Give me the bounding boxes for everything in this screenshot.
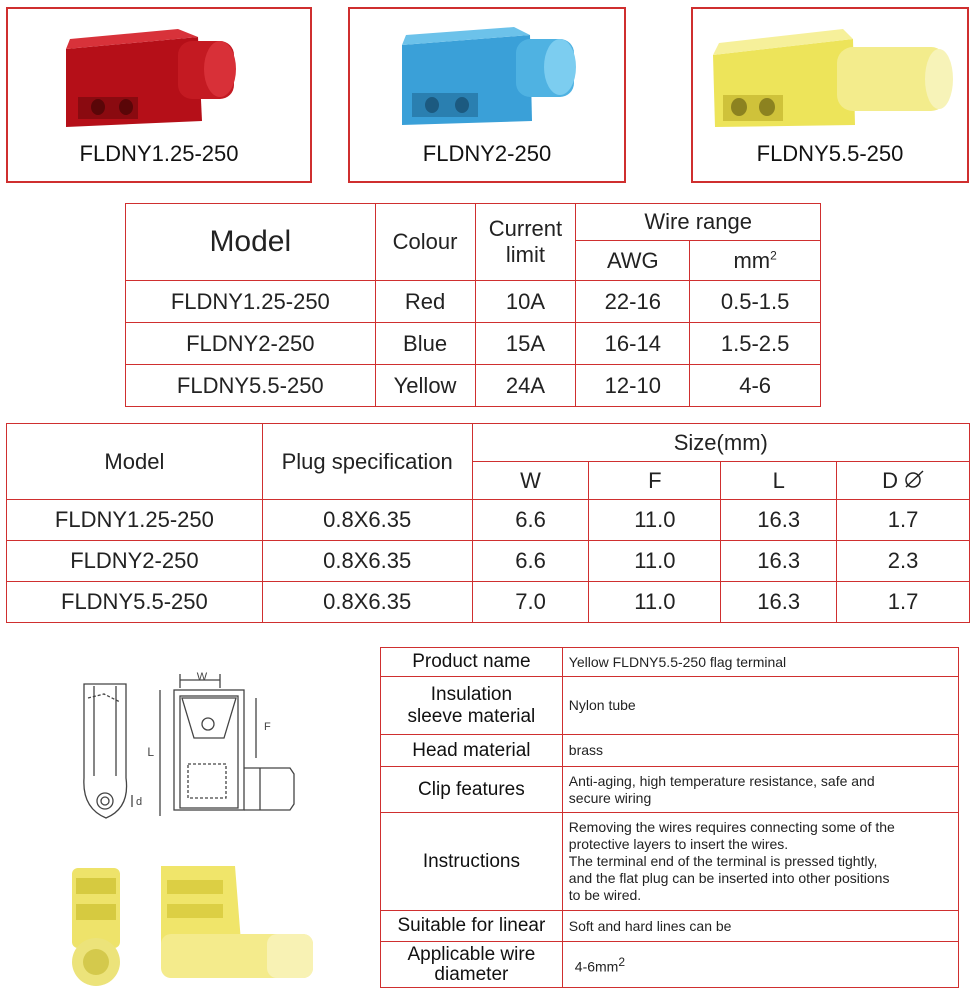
size-table [6,423,970,623]
cell-w: 6.6 [472,541,589,582]
spec-row [381,677,959,735]
spec-value-line: Removing the wires requires connecting some of the [568,819,895,835]
spec-value: Soft and hard lines can be [562,911,958,942]
cell-mm2: 0.5-1.5 [690,281,821,323]
dim-d-label: d [136,796,143,808]
cell-l: 16.3 [721,541,837,582]
cell-model: FLDNY1.25-250 [126,281,376,323]
spec-row [381,648,959,677]
cell-model: FLDNY1.25-250 [7,500,263,541]
spec-row [381,735,959,767]
spec-key: Head material [381,735,563,767]
cell-d: 1.7 [837,582,970,623]
spec-value-line: protective layers to insert the wires. [568,836,789,852]
spec-value-line: Anti-aging, high temperature resistance, safe and [568,772,875,789]
spec-value-text: 4-6mm [574,958,619,975]
spec-value [562,813,958,911]
yellow-terminal-photo-side [62,858,132,988]
spec-row [381,942,959,988]
spec-value: brass [562,735,958,767]
cell-current: 10A [475,281,576,323]
cell-w: 6.6 [472,500,589,541]
cell-awg: 22-16 [576,281,690,323]
cell-w: 7.0 [472,582,589,623]
spec-value [562,767,958,813]
spec-value-sup: 2 [618,954,626,969]
yellow-terminal-image [693,9,971,129]
header-model: Model [126,204,376,281]
header-l: L [721,462,837,500]
spec-value: Yellow FLDNY5.5-250 flag terminal [562,648,958,677]
cell-l: 16.3 [721,582,837,623]
dimension-drawing [70,668,310,833]
table-row [7,541,970,582]
cell-awg: 16-14 [576,323,690,365]
header-mm2 [690,241,821,281]
spec-value: Nylon tube [562,677,958,735]
spec-key: Product name [381,648,563,677]
header-d-text: D [882,467,898,493]
header-current-limit [475,204,576,281]
product-card-yellow [691,7,969,183]
cell-colour: Yellow [375,365,475,407]
cell-d: 1.7 [837,500,970,541]
cell-f: 11.0 [589,582,721,623]
header-colour: Colour [375,204,475,281]
table-row [7,500,970,541]
dim-f-label: F [264,721,271,733]
spec-key-line: Insulation [430,683,513,705]
header-current-limit-line2: limit [505,242,545,267]
cell-current: 24A [475,365,576,407]
spec-key: Instructions [381,813,563,911]
dim-l-label: L [147,745,154,759]
cell-model: FLDNY2-250 [126,323,376,365]
spec-value-line: secure wiring [568,789,652,806]
spec-row [381,911,959,942]
cell-mm2: 1.5-2.5 [690,323,821,365]
header-model: Model [7,424,263,500]
cell-l: 16.3 [721,500,837,541]
red-terminal-image [8,9,314,129]
product-card-blue [348,7,626,183]
spec-key-line: Applicable wire [407,943,536,965]
table-row [126,323,821,365]
spec-value [562,942,958,988]
cell-model: FLDNY2-250 [7,541,263,582]
yellow-terminal-photo-front [155,862,320,987]
spec-key: Suitable for linear [381,911,563,942]
cell-f: 11.0 [589,500,721,541]
wire-range-table [125,203,821,407]
cell-f: 11.0 [589,541,721,582]
header-f: F [589,462,721,500]
cell-model: FLDNY5.5-250 [126,365,376,407]
cell-colour: Blue [375,323,475,365]
cell-plug: 0.8X6.35 [262,541,472,582]
table-row [126,365,821,407]
cell-colour: Red [375,281,475,323]
product-card-red [6,7,312,183]
cell-awg: 12-10 [576,365,690,407]
spec-table [380,647,959,988]
cell-d: 2.3 [837,541,970,582]
spec-value-line: to be wired. [568,887,642,903]
header-w: W [472,462,589,500]
header-size: Size(mm) [472,424,969,462]
cell-plug: 0.8X6.35 [262,500,472,541]
spec-key: Clip features [381,767,563,813]
diameter-symbol-icon [904,470,924,488]
header-plug: Plug specification [262,424,472,500]
header-mm-text: mm [733,247,771,273]
dim-w-label: W [196,671,208,683]
header-wire-range: Wire range [576,204,821,241]
table-row [7,582,970,623]
spec-row [381,767,959,813]
cell-mm2: 4-6 [690,365,821,407]
spec-value-line: and the flat plug can be inserted into other positions [568,870,890,886]
product-name: FLDNY5.5-250 [756,141,904,166]
header-awg: AWG [576,241,690,281]
spec-row [381,813,959,911]
cell-plug: 0.8X6.35 [262,582,472,623]
spec-key [381,942,563,988]
spec-key-line: sleeve material [407,705,536,727]
spec-value-line: The terminal end of the terminal is pressed tightly, [568,853,878,869]
header-current-limit-line1: Current [488,216,563,241]
header-d [837,462,970,500]
header-mm-sup: 2 [770,248,777,263]
product-name: FLDNY2-250 [422,141,552,166]
cell-current: 15A [475,323,576,365]
spec-key [381,677,563,735]
cell-model: FLDNY5.5-250 [7,582,263,623]
product-name: FLDNY1.25-250 [79,141,239,166]
spec-key-line: diameter [434,963,509,985]
table-row [126,281,821,323]
blue-terminal-image [350,9,628,129]
